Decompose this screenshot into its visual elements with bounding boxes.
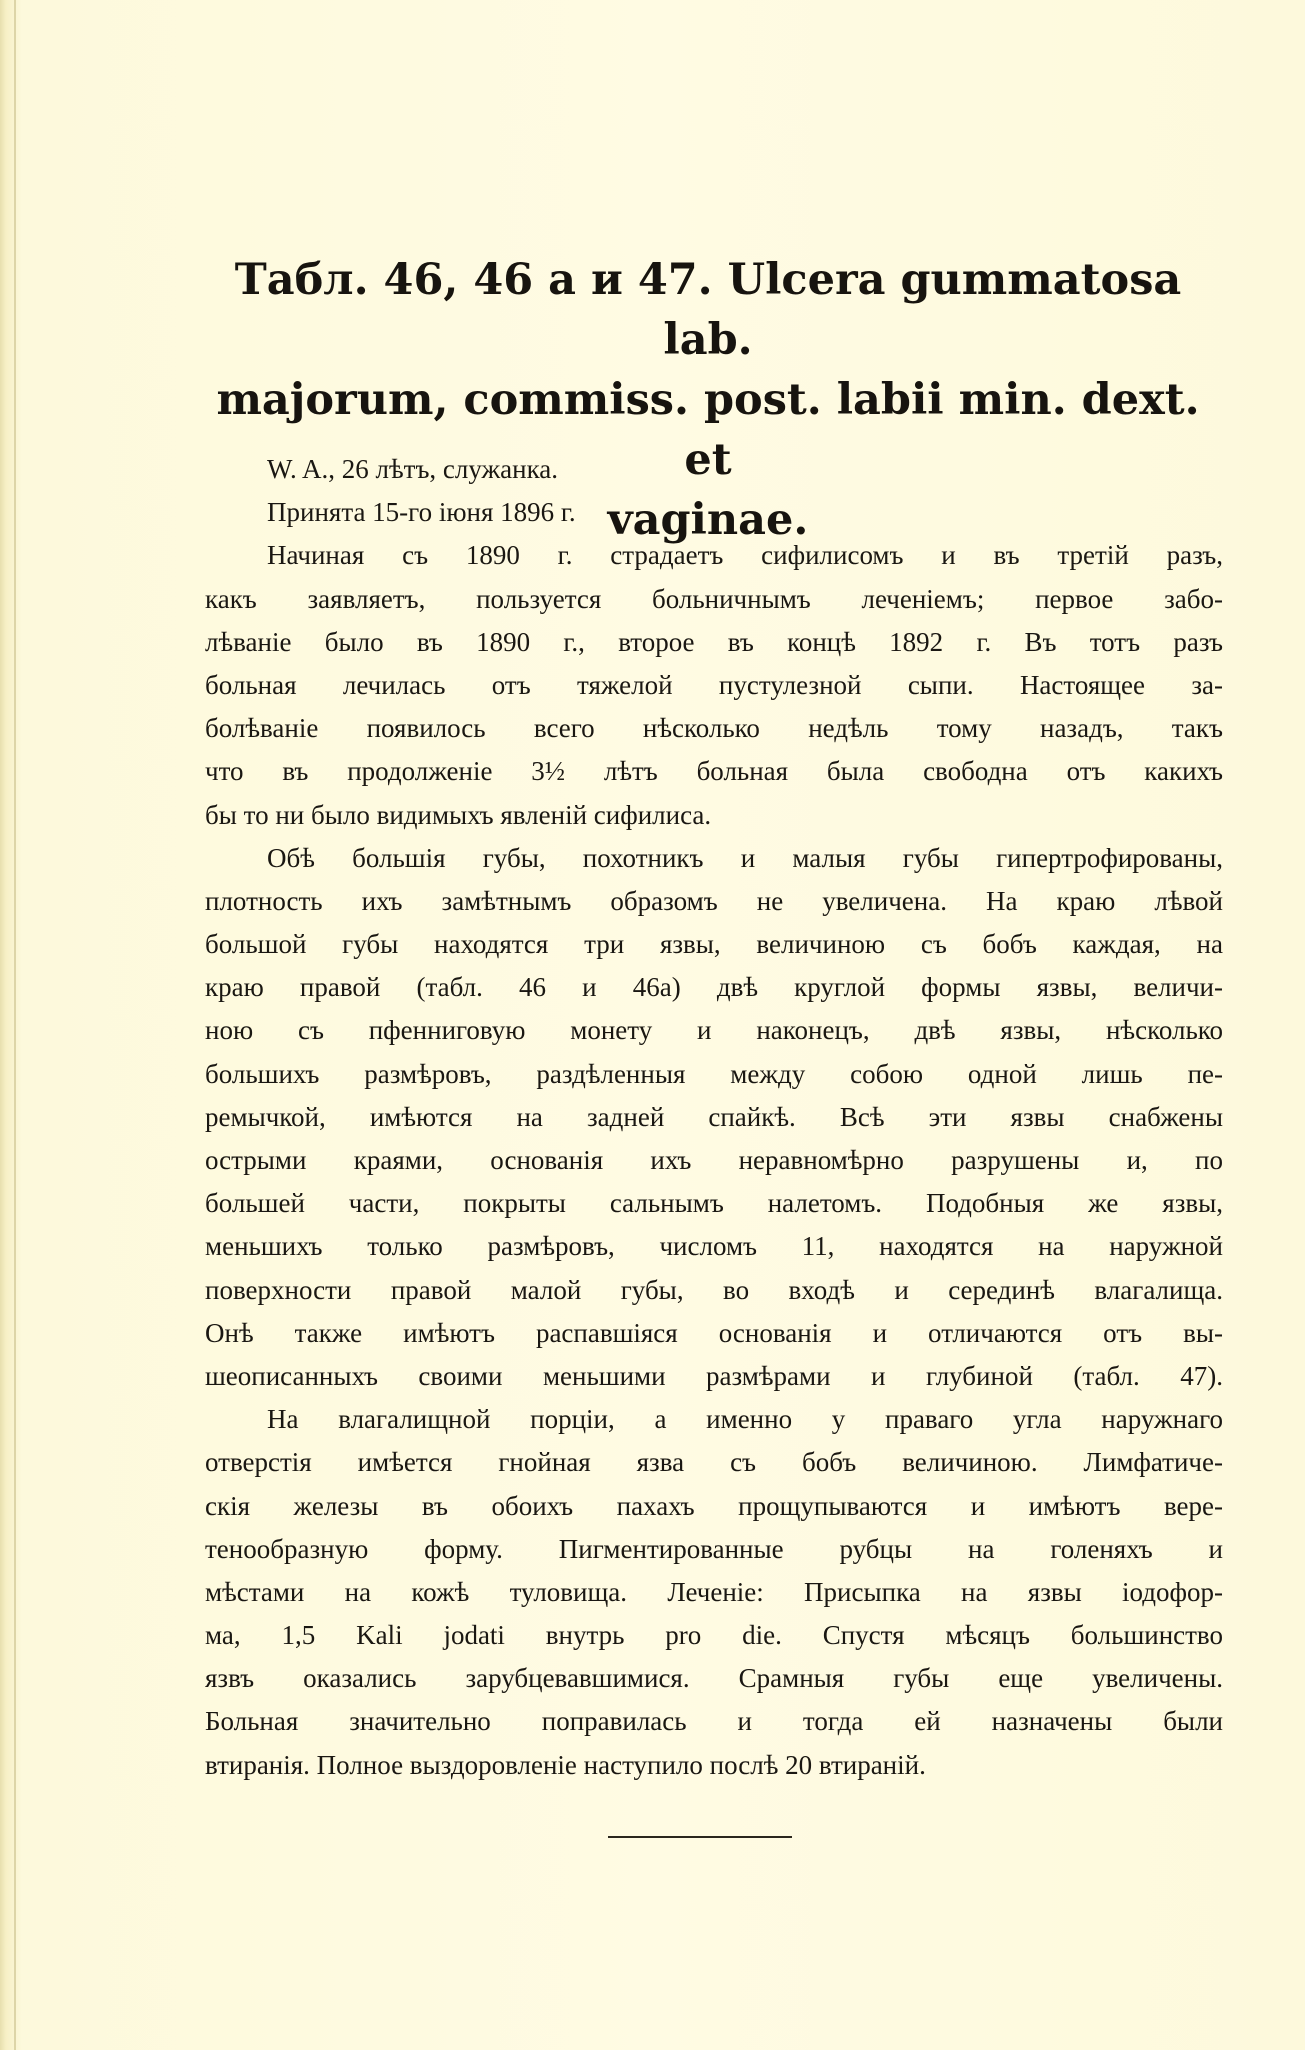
text-line: лѣванiе было въ 1890 г., второе въ концѣ 1892 г. Въ тотъ разъ xyxy=(205,626,1223,657)
text-line: мѣстами на кожѣ туловища. Леченiе: Присыпка на язвы iодофор- xyxy=(205,1576,1223,1607)
text-line: бы то ни было видимыхъ явленiй сифилиса. xyxy=(205,799,712,830)
text-line: Онѣ также имѣютъ распавшiяся основанiя и отличаются отъ вы- xyxy=(205,1317,1223,1348)
text-line: ною съ пфенниговую монету и наконецъ, двѣ язвы, нѣсколько xyxy=(205,1015,1223,1046)
text-line: что въ продолженiе 3½ лѣтъ больная была свободна отъ какихъ xyxy=(205,756,1223,787)
text-line: болѣванiе появилось всего нѣсколько недѣль тому назадъ, такъ xyxy=(205,713,1223,744)
body-text xyxy=(205,448,1223,1787)
text-line: ремычкой, имѣются на задней спайкѣ. Всѣ эти язвы снабжены xyxy=(205,1101,1223,1132)
title-line-1: Табл. 46, 46 а и 47. Ulcera gummatosa lab. xyxy=(234,255,1182,365)
text-line: На влагалищной порцiи, а именно у праваго угла наружнаго xyxy=(267,1404,1223,1435)
text-line: язвъ оказались зарубцевавшимися. Срамныя губы еще увеличены. xyxy=(205,1663,1223,1694)
text-line: больная лечилась отъ тяжелой пустулезной сыпи. Настоящее за- xyxy=(205,669,1223,700)
title-line-2: majorum, commiss. post. labii min. dext. et xyxy=(216,375,1200,485)
page-binding-edge xyxy=(14,0,16,2050)
text-line: большой губы находятся три язвы, величиною съ бобъ каждая, на xyxy=(205,929,1223,960)
text-line: большей части, покрыты сальнымъ налетомъ. Подобныя же язвы, xyxy=(205,1188,1223,1219)
text-line: краю правой (табл. 46 и 46a) двѣ круглой формы язвы, величи- xyxy=(205,972,1223,1003)
text-line: какъ заявляетъ, пользуется больничнымъ леченiемъ; первое забо- xyxy=(205,583,1223,614)
text-line: Больная значительно поправилась и тогда ей назначены были xyxy=(205,1706,1223,1737)
text-line: большихъ размѣровъ, раздѣленныя между собою одной лишь пе- xyxy=(205,1058,1223,1089)
text-line: тенообразную форму. Пигментированные рубцы на голеняхъ и xyxy=(205,1533,1223,1564)
text-line: поверхности правой малой губы, во входѣ и серединѣ влагалища. xyxy=(205,1274,1223,1305)
text-line: острыми краями, основанiя ихъ неравномѣрно разрушены и, по xyxy=(205,1145,1223,1175)
text-line: ма, 1,5 Kali jodati внутрь pro die. Спустя мѣсяцъ большинство xyxy=(205,1620,1223,1651)
text-line: Начиная съ 1890 г. страдаетъ сифилисомъ и въ третiй разъ, xyxy=(267,540,1223,571)
section-divider xyxy=(608,1836,792,1838)
text-line: плотность ихъ замѣтнымъ образомъ не увеличена. На краю лѣвой xyxy=(205,885,1223,916)
text-line: втиранiя. Полное выздоровленiе наступило послѣ 20 втиранiй. xyxy=(205,1749,926,1780)
text-line: W. A., 26 лѣтъ, служанка. xyxy=(267,454,559,484)
text-line: отверстiя имѣется гнойная язва съ бобъ величиною. Лимфатиче- xyxy=(205,1447,1223,1478)
title-line-3: vaginae. xyxy=(607,495,809,545)
text-line: шеописанныхъ своими меньшими размѣрами и глубиной (табл. 47). xyxy=(205,1360,1223,1391)
text-line: Обѣ большiя губы, похотникъ и малыя губы гипертрофированы, xyxy=(267,842,1223,873)
text-line: скiя железы въ обоихъ пахахъ прощупываются и имѣютъ вере- xyxy=(205,1490,1223,1521)
text-line: меньшихъ только размѣровъ, числомъ 11, находятся на наружной xyxy=(205,1231,1223,1262)
text-line: Принята 15-го iюня 1896 г. xyxy=(267,497,576,528)
